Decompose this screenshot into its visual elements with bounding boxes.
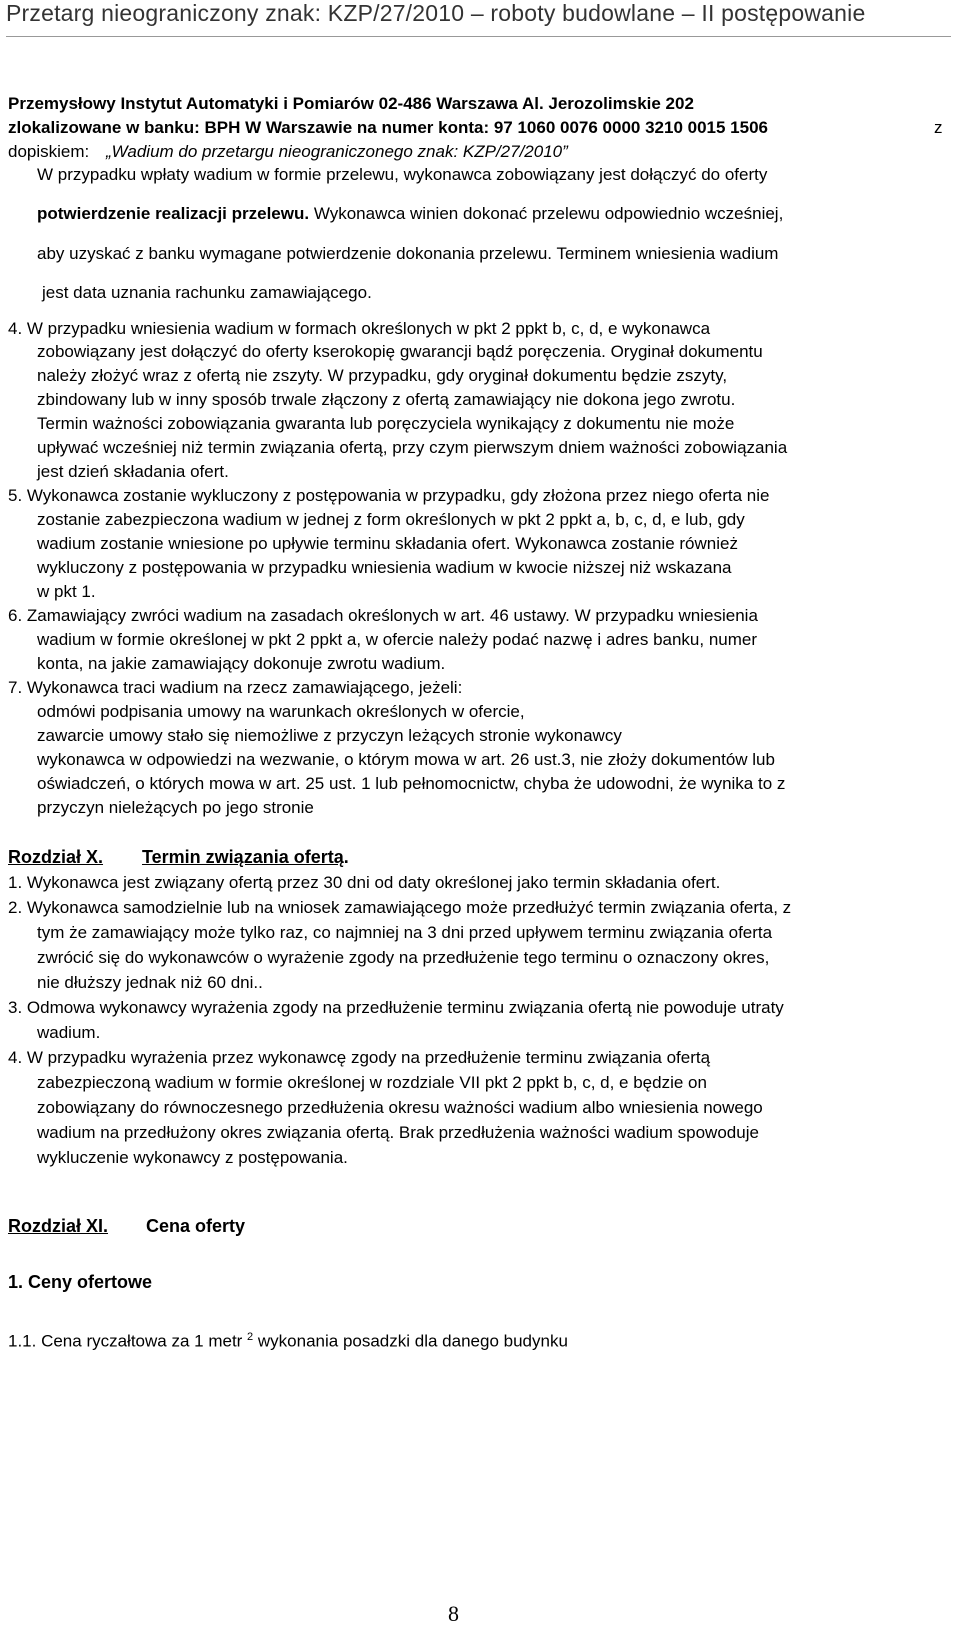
item-7-line-5: oświadczeń, o których mowa w art. 25 ust. 1 lub pełnomocnictw, chyba że udowodni, że wynika to z (37, 774, 786, 793)
item-4-line-2: zobowiązany jest dołączyć do oferty kserokopię gwarancji bądź poręczenia. Oryginał dokumentu (37, 342, 763, 361)
item-5-line-3: wadium zostanie wniesione po upływie terminu składania ofert. Wykonawca zostanie również (37, 534, 738, 553)
intro-line-5 (37, 203, 783, 225)
chapter-x-point-1: 1. Wykonawca jest związany ofertą przez 30 dni od daty określonej jako termin składania ofert. (8, 873, 721, 892)
item-6-line-1: 6. Zamawiający zwróci wadium na zasadach określonych w art. 46 ustawy. W przypadku wniesienia (8, 606, 758, 625)
subheading-1-1-text-a: 1.1. Cena ryczałtowa za 1 metr (8, 1331, 248, 1351)
item-4-line-6: upływać wcześniej niż termin związania ofertą, przy czym pierwszym dniem ważności zobowiązania (37, 438, 788, 457)
item-4-line-1: 4. W przypadku wniesienia wadium w formach określonych w pkt 2 ppkt b, c, d, e wykonawca (8, 319, 711, 338)
item-4-line-4: zbindowany lub w inny sposób trwale złączony z ofertą zamawiający nie dokona jego zwrotu. (37, 390, 736, 409)
chapter-x-point-4-line-2: zabezpieczoną wadium w formie określonej w rozdziale VII pkt 2 ppkt b, c, d, e będzie on (37, 1073, 707, 1092)
chapter-xi-label: Rozdział XI. (8, 1216, 109, 1236)
chapter-x-point-2-line-4: nie dłuższy jednak niż 60 dni.. (37, 973, 263, 992)
chapter-xi-subheading-1: 1. Ceny ofertowe (8, 1272, 153, 1292)
item-7-line-4: wykonawca w odpowiedzi na wezwanie, o którym mowa w art. 26 ust.3, nie złoży dokumentów lub (37, 750, 775, 769)
chapter-x-point-3-line-2: wadium. (37, 1023, 101, 1042)
item-4-line-5: Termin ważności zobowiązania gwaranta lub poręczyciela wynikający z dokumentu nie może (37, 414, 735, 433)
intro-line-2: zlokalizowane w banku: BPH W Warszawie na numer konta: 97 1060 0076 0000 3210 0015 1506 (8, 118, 769, 137)
item-5-line-5: w pkt 1. (37, 582, 96, 601)
intro-line-5-rest: Wykonawca winien dokonać przelewu odpowiednio wcześniej, (309, 204, 784, 223)
item-5-line-2: zostanie zabezpieczona wadium w jednej z form określonych w pkt 2 ppkt a, b, c, d, e lub, gdy (37, 510, 745, 529)
item-6-line-3: konta, na jakie zamawiający dokonuje zwrotu wadium. (37, 654, 446, 673)
chapter-x-point-4-line-1: 4. W przypadku wyrażenia przez wykonawcę zgody na przedłużenie terminu związania ofertą (8, 1048, 711, 1067)
item-7-line-3: zawarcie umowy stało się niemożliwe z przyczyn leżących stronie wykonawcy (37, 726, 622, 745)
header-divider (6, 36, 951, 37)
chapter-xi-title: Cena oferty (146, 1216, 246, 1236)
chapter-x-point-2-line-1: 2. Wykonawca samodzielnie lub na wniosek zamawiającego może przedłużyć termin związania oferta, z (8, 898, 792, 917)
subheading-1-1-text-b: wykonania posadzki dla danego budynku (253, 1331, 568, 1351)
chapter-x-point-4-line-5: wykluczenie wykonawcy z postępowania. (37, 1148, 348, 1167)
chapter-x-heading (142, 846, 349, 868)
intro-line-5-bold: potwierdzenie realizacji przelewu. (37, 204, 310, 223)
chapter-x-point-2-line-3: zwrócić się do wykonawców o wyrażenie zgody na przedłużenie tego terminu o oznaczony okres, (37, 948, 770, 967)
intro-line-2-tail: z (934, 118, 943, 137)
item-7-line-6: przyczyn nieleżących po jego stronie (37, 798, 314, 817)
intro-line-6: aby uzyskać z banku wymagane potwierdzenie dokonania przelewu. Terminem wniesienia wadium (37, 244, 779, 263)
item-4-line-3: należy złożyć wraz z ofertą nie zszyty. W przypadku, gdy oryginał dokumentu będzie zszyty, (37, 366, 728, 385)
item-6-line-2: wadium w formie określonej w pkt 2 ppkt a, w ofercie należy podać nazwę i adres banku, numer (37, 630, 758, 649)
item-4-line-7: jest dzień składania ofert. (37, 462, 229, 481)
chapter-x-point-4-line-3: zobowiązany do równoczesnego przedłużenia okresu ważności wadium albo wniesienia nowego (37, 1098, 763, 1117)
intro-line-7: jest data uznania rachunku zamawiającego. (42, 283, 372, 302)
document-header-title: Przetarg nieograniczony znak: KZP/27/2010 – roboty budowlane – II postępowanie (6, 0, 866, 26)
item-5-line-1: 5. Wykonawca zostanie wykluczony z postępowania w przypadku, gdy złożona przez niego oferta nie (8, 486, 770, 505)
intro-line-4: W przypadku wpłaty wadium w formie przelewu, wykonawca zobowiązany jest dołączyć do oferty (37, 165, 768, 184)
chapter-x-title-dot: . (343, 847, 349, 867)
item-7-line-2: odmówi podpisania umowy na warunkach określonych w ofercie, (37, 702, 525, 721)
page-number: 8 (448, 1601, 459, 1626)
intro-line-3-italic: „Wadium do przetargu nieograniczonego znak: KZP/27/2010” (106, 142, 568, 161)
chapter-x-label: Rozdział X. (8, 847, 104, 867)
chapter-x-point-3-line-1: 3. Odmowa wykonawcy wyrażenia zgody na przedłużenie terminu związania ofertą nie powoduje utraty (8, 998, 784, 1017)
chapter-x-point-4-line-4: wadium na przedłużony okres związania ofertą. Brak przedłużenia ważności wadium spowoduje (37, 1123, 759, 1142)
chapter-xi-subheading-1-1 (8, 1326, 568, 1353)
intro-line-3-label: dopiskiem: (8, 142, 90, 161)
item-5-line-4: wykluczony z postępowania w przypadku wniesienia wadium w kwocie niższej niż wskazana (37, 558, 732, 577)
chapter-x-point-2-line-2: tym że zamawiający może tylko raz, co najmniej na 3 dni przed upływem terminu związania oferta (37, 923, 773, 942)
superscript-2: 2 (247, 1331, 254, 1343)
chapter-x-title: Termin związania ofertą (142, 847, 344, 867)
intro-line-1: Przemysłowy Instytut Automatyki i Pomiarów 02-486 Warszawa Al. Jerozolimskie 202 (8, 94, 694, 113)
item-7-line-1: 7. Wykonawca traci wadium na rzecz zamawiającego, jeżeli: (8, 678, 463, 697)
